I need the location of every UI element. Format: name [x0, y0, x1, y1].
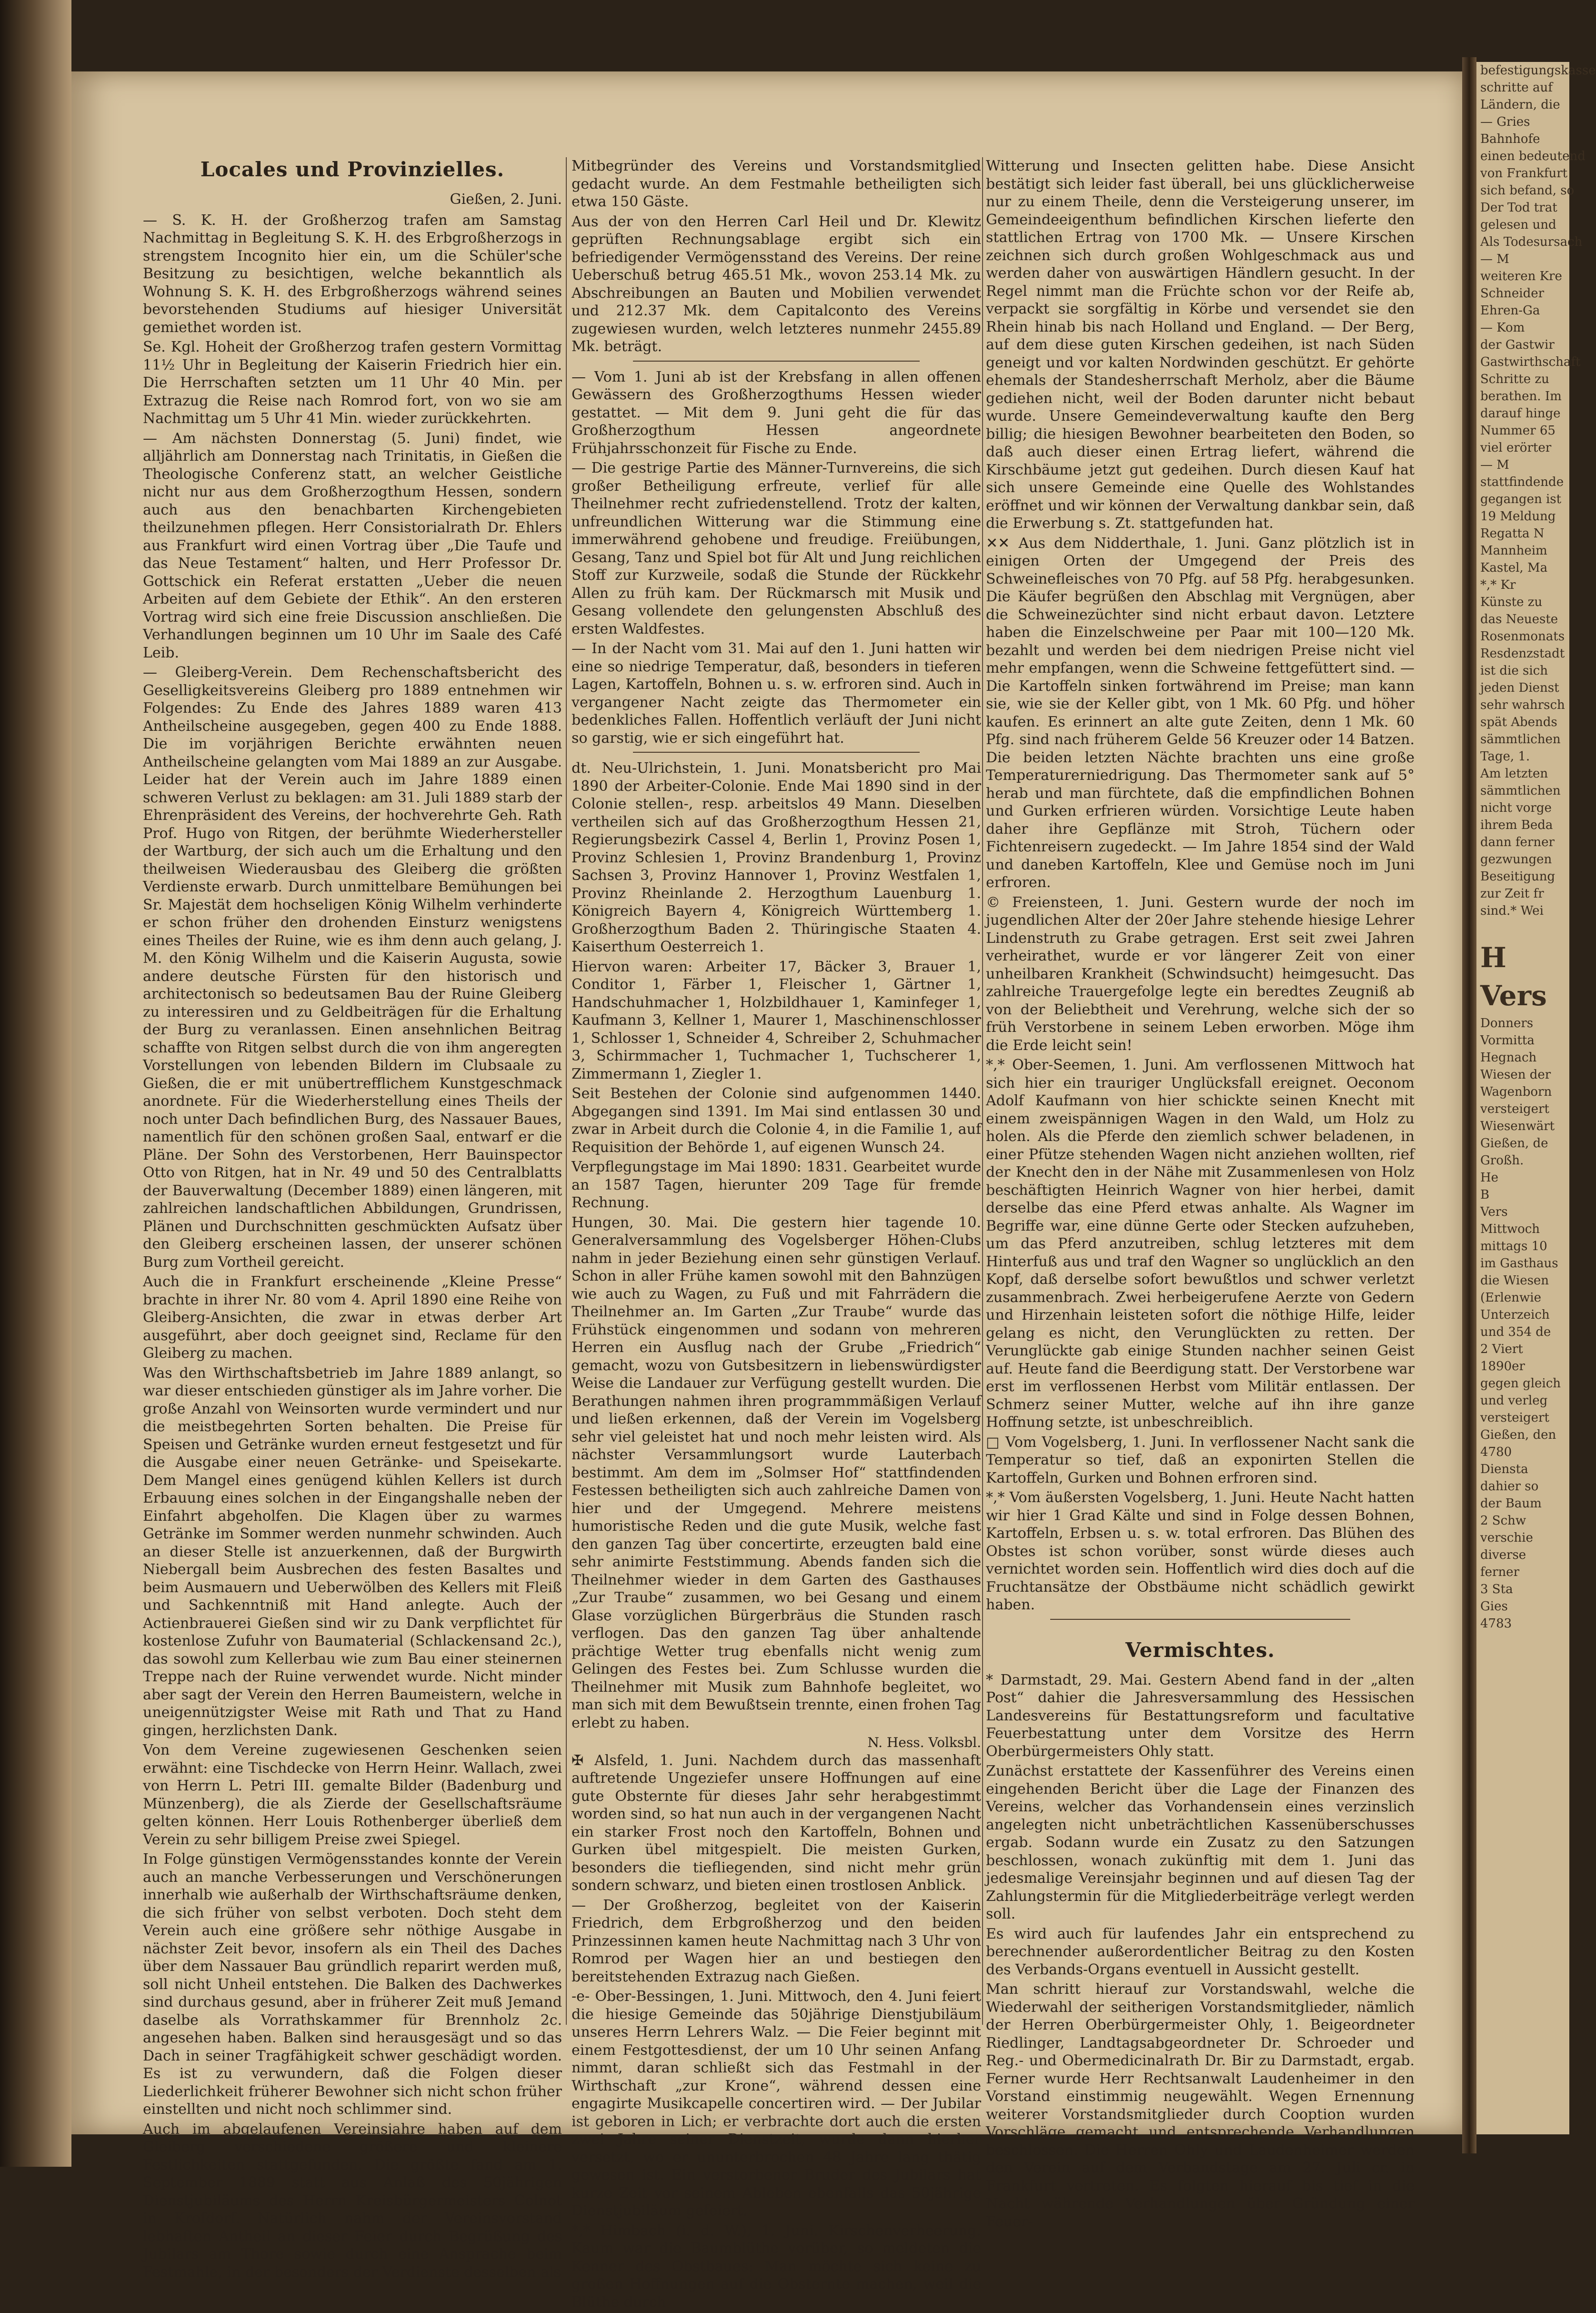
adjacent-page-line: He: [1480, 1171, 1499, 1185]
adjacent-page-line: der Baum: [1480, 1496, 1542, 1511]
adjacent-page-line: Beseitigung: [1480, 869, 1556, 884]
adjacent-page-line: Als Todesursach: [1480, 235, 1583, 249]
adjacent-page-line: versteigert: [1480, 1411, 1549, 1425]
adjacent-page-line: Bahnhofe: [1480, 132, 1540, 146]
adjacent-page-line: gegangen ist: [1480, 492, 1562, 506]
adjacent-page-fragment: [1476, 62, 1596, 2134]
article-paragraph: — Der Großherzog, begleitet von der Kaiserin Friedrich, dem Erbgroßherzog und den beiden Prinzessinnen kamen heute Nachmittag nach 3 Uhr von Romrod per Wagen hier an und bestiegen den bereitstehenden Extrazug nach Gießen.: [572, 1897, 981, 1985]
adjacent-page-line: Unterzeich: [1480, 1308, 1550, 1322]
adjacent-page-line: viel erörter: [1480, 441, 1552, 455]
adjacent-page-line: das Neueste: [1480, 612, 1558, 626]
adjacent-page-line: und 354 de: [1480, 1325, 1551, 1339]
adjacent-page-line: Schneider: [1480, 286, 1545, 301]
adjacent-page-line: sehr wahrsch: [1480, 698, 1565, 712]
adjacent-page-line: stattfindende: [1480, 475, 1564, 489]
adjacent-page-line: nicht vorge: [1480, 801, 1552, 815]
adjacent-page-line: ihrem Beda: [1480, 818, 1553, 832]
article-paragraph: -e- Ober-Bessingen, 1. Juni. Mittwoch, den 4. Juni feiert die hiesige Gemeinde das 50jährige Dienstjubiläum unseres Herrn Lehrers Walz. — Die Feier beginnt mit einem Festgottesdienst, der um 10 Uhr seinen Anfang nimmt, daran schließt sich das Festmahl in der Wirthschaft „zur Krone“, während dessen eine engagirte Musikcapelle concertiren wird. — Der Jubilar ist geboren in Lich; er verbrachte dort auch die ersten zwei Jahre seiner Dienstzeit, wurde dann hierher versetzt, wo er ununterbrochen 48 Jahre lang thätig gewesen ist. Ein verstorbener Bruder des Jubilars hat kurze Zeit vor seinem Ableben ebenfalls das 50jährige Dienstjubiläum gefeiert.: [572, 1988, 981, 2219]
adjacent-page-line: 2 Viert: [1480, 1342, 1523, 1356]
adjacent-page-line: Vers: [1480, 1205, 1508, 1219]
adjacent-page-line: und verleg: [1480, 1394, 1548, 1408]
article-paragraph: Hiervon waren: Arbeiter 17, Bäcker 3, Brauer 1, Conditor 1, Färber 1, Fleischer 1, Gärtner 1, Handschuhmacher 1, Holzbildhauer 1, Kaminfeger 1, Kaufmann 3, Kellner 1, Maurer 1, Maschinenschlosser 1, Schlosser 1, Schneider 4, Schreiber 2, Schuhmacher 3, Schirmmacher 1, Tuchmacher 1, Tuchscherer 1, Zimmermann 1, Ziegler 1.: [572, 958, 981, 1082]
article-paragraph: Se. Kgl. Hoheit der Großherzog trafen gestern Vormittag 11½ Uhr in Begleitung der Kaiserin Friedrich hier ein. Die Herrschaften setzten um 11 Uhr 40 Min. per Extrazug die Reise nach Romrod fort, von wo sie am Nachmittag um 5 Uhr 41 Min. wieder zurückkehrten.: [143, 339, 562, 427]
adjacent-page-line: die Wiesen: [1480, 1273, 1549, 1288]
adjacent-page-line: von Frankfurt: [1480, 166, 1568, 181]
column-rule-2: [982, 157, 983, 2025]
adjacent-page-line: Am letzten: [1480, 767, 1548, 781]
article-paragraph: Aus der von den Herren Carl Heil und Dr. Klewitz geprüften Rechnungsablage ergibt sich ein befriedigender Vermögensstand des Vereins. Der reine Ueberschuß betrug 465.51 Mk., wovon 253.14 Mk. zu Abschreibungen an Bauten und Mobilien verwendet und 212.37 Mk. dem Capitalconto des Vereins zugewiesen wurden, welch letzteres nunmehr 2455.89 Mk. beträgt.: [572, 213, 981, 355]
article-paragraph: *,* Vom äußersten Vogelsberg, 1. Juni. Heute Nacht hatten wir hier 1 Grad Kälte und sind in Folge dessen Bohnen, Kartoffeln, Erbsen u. s. w. total erfroren. Das Blühen des Obstes ist schon vorüber, sonst würde dieses auch vernichtet worden sein. Hoffentlich wird dies doch auf die Fruchtansätze der Obstbäume nicht schädlich gewirkt haben.: [986, 1489, 1415, 1613]
divider: [633, 361, 920, 362]
adjacent-page-line: (Erlenwie: [1480, 1291, 1541, 1305]
adjacent-page-heading: Vers: [1480, 980, 1547, 1012]
column-rule-1: [566, 157, 567, 2025]
adjacent-page-line: sämmtlichen: [1480, 732, 1561, 747]
adjacent-page-line: Hegnach: [1480, 1050, 1537, 1065]
article-paragraph: ✠ Alsfeld, 1. Juni. Nachdem durch das massenhaft auftretende Ungeziefer unsere Hoffnungen auf eine gute Obsternte für dieses Jahr sehr herabgestimmt worden sind, so hat nun auch in der vergangenen Nacht ein starker Frost noch den Kartoffeln, Bohnen und Gurken übel mitgespielt. Die meisten Gurken, besonders die tiefliegenden, sind nicht mehr grün sondern schwarz, und bieten einen trostlosen Anblick.: [572, 1752, 981, 1894]
adjacent-page-line: 2 Schw: [1480, 1514, 1526, 1528]
adjacent-page-line: Rosenmonats: [1480, 629, 1565, 644]
adjacent-page-ad: [1476, 1015, 1569, 1169]
adjacent-page-line: befestigungskasse: [1480, 63, 1596, 78]
adjacent-page-line: jeden Dienst: [1480, 681, 1559, 695]
adjacent-page-line: Gießen, de: [1480, 1136, 1548, 1151]
section-title-vermischtes: Vermischtes.: [1125, 1638, 1275, 1662]
adjacent-page-line: zur Zeit fr: [1480, 887, 1544, 901]
column-2: [572, 157, 981, 2313]
adjacent-page-line: diverse: [1480, 1548, 1526, 1562]
article-paragraph: Mitbegründer des Vereins und Vorstandsmitglied gedacht wurde. An dem Festmahle betheiligten sich etwa 150 Gäste.: [572, 158, 981, 210]
article-paragraph: — Vom 1. Juni ab ist der Krebsfang in allen offenen Gewässern des Großherzogthums Hessen wieder gestattet. — Mit dem 9. Juni geht die für das Großherzogthum Hessen angeordnete Frühjahrsschonzeit für Fische zu Ende.: [572, 368, 981, 457]
adjacent-page-text-top: [1476, 62, 1596, 919]
article-paragraph: Es wird auch für laufendes Jahr ein entsprechend zu berechnender außerordentlicher Beitrag zu den Kosten des Verbands-Organs eventuell in Aussicht gestellt.: [986, 1925, 1415, 1978]
article-paragraph: © Freiensteen, 1. Juni. Gestern wurde der noch im jugendlichen Alter der 20er Jahre stehende hiesige Lehrer Lindenstruth zu Grabe getragen. Erst seit zwei Jahren verheirathet, wurde er vor längerer Zeit von einer unheilbaren Krankheit (Schwindsucht) heimgesucht. Das zahlreiche Trauergefolge legte ein beredtes Zeugniß ab von der Beliebtheit und Verehrung, welche sich der so früh Verstorbene in seinem Leben erworben. Möge ihm die Erde leicht sein!: [986, 894, 1415, 1054]
column-1: [143, 157, 562, 2283]
dateline: Gießen, 2. Juni.: [450, 191, 562, 208]
article-paragraph: Auch die in Frankfurt erscheinende „Kleine Presse“ brachte in ihrer Nr. 80 vom 4. April 1890 eine Reihe von Gleiberg-Ansichten, die zwar in etwas derber Art ausgeführt, aber doch geeignet sind, Reclame für den Gleiberg zu machen.: [143, 1273, 562, 1362]
adjacent-page-line: sämmtlichen: [1480, 784, 1561, 798]
source-credit: N. Hess. Volksbl.: [867, 1735, 981, 1750]
article-paragraph: Auch im abgelaufenen Vereinsjahre haben auf dem Gleiberg verschiedene größere und kleinere Festlichkeiten stattgefunden. Die größte fand am 1. September 1889 statt aus Anlaß des 50jährigen Dienstjubiläums des Herrn Kreisbürgermeisters Colnot in Krofdorf. Natürlich nahm der Vereinsvorstand lebhaften Antheil an dieser Feier durch Begrüßung des Jubilars am Thore sowie durch eine Ansprache beim Festmahle, in der besonders der Verdienste desselben als: [143, 2121, 562, 2281]
section-title-locales: Locales und Provinzielles.: [200, 158, 505, 181]
column-3: [986, 157, 1415, 2232]
adjacent-page-line: 3 Sta: [1480, 1582, 1513, 1596]
adjacent-page-line: sich befand, so: [1480, 183, 1575, 198]
adjacent-page-line: B: [1480, 1188, 1490, 1202]
article-paragraph: — Gleiberg-Verein. Dem Rechenschaftsbericht des Geselligkeitsvereins Gleiberg pro 1889 entnehmen wir Folgendes: Zu Ende des Jahres 1889 waren 413 Antheilscheine ausgegeben, gegen 400 zu Ende 1888. Die im vorjährigen Berichte erwähnten neuen Antheilscheine gelangten vom Mai 1889 an zur Ausgabe. Leider hat der Verein auch im Jahre 1889 einen schweren Verlust zu beklagen: am 31. Juli 1889 starb der Ehrenpräsident des Vereins, der hochverehrte Geh. Rath Prof. Hugo von Ritgen, der berühmte Wiederhersteller der Wartburg, der sich auch um die Erhaltung und den theilweisen Wiederausbau des Gleiberg die größten Verdienste erwarb. Durch unmittelbare Bemühungen bei Sr. Majestät dem hochseligen König Wilhelm verhinderte er schon früher den drohenden Einsturz wenigstens eines Theiles der Ruine, wie es ihm denn auch gelang, J. M. den König Wilhelm und die Kaiserin Augusta, sowie andere deutsche Fürsten für den historisch und architectonisch so bedeutsamen Bau der Ruine Gleiberg zu interessiren und zu Geldbeiträgen für die Erhaltung der Burg zu veranlassen. Einen ansehnlichen Beitrag schaffte von Ritgen selbst durch die von ihm angeregten Vorstellungen von lebenden Bildern im Clubsaale zu Gießen, die er mit unübertrefflichem Kunstgeschmack anordnete. Für die Wiederherstellung eines Theils der noch unter Dach befindlichen Burg, des Nassauer Baues, namentlich für den schönen großen Saal, entwarf er die Pläne. Der Sohn des Verstorbenen, Herr Bauinspector Otto von Ritgen, hat in Nr. 49 und 50 des Centralblatts der Bauverwaltung (December 1889) einen längeren, mit zahlreichen landschaftlichen Abbildungen, Grundrissen, Plänen und Durchschnitten geschmückten Aufsatz über den Gleiberg erscheinen lassen, der unserer schönen Burg zum Vortheil gereicht.: [143, 664, 562, 1271]
adjacent-page-line: spät Abends: [1480, 715, 1557, 729]
adjacent-page-line: 4780: [1480, 1445, 1512, 1459]
adjacent-page-line: — M: [1480, 458, 1509, 472]
adjacent-page-line: Mannheim: [1480, 544, 1547, 558]
article-paragraph: ✕✕ Aus dem Nidderthale, 1. Juni. Ganz plötzlich ist in einigen Orten der Umgegend der Preis des Schweinefleisches von 70 Pfg. auf 58 Pfg. herabgesunken. Die Käufer begrüßen den Abschlag mit Vergnügen, aber die Schweinezüchter sind nicht erbaut davon. Letztere haben die Einzelschweine per Paar mit 100—120 Mk. bezahlt und werden bei dem niedrigen Preise nicht viel mehr empfangen, wenn die Schweine fettgefüttert sind. — Die Kartoffeln sinken fortwährend im Preise; man kann sie, wie sie der Keller gibt, von 1 Mk. 60 Pfg. und höher kaufen. Es erinnert an alte gute Zeiten, denn 1 Mk. 60 Pfg. sind nach früherem Gelde 56 Kreuzer oder 14 Batzen. Die beiden letzten Nächte brachten uns eine große Temperaturerniedrigung. Das Thermometer sank auf 5° herab und man fürchtete, daß die empfindlichen Bohnen und Gurken erfrieren würden. Vorsichtige Leute haben daher ihre Gepflänze mit Stroh, Tüchern oder Fichtenreisern zugedeckt. — Im Jahre 1854 sind der Wald und daneben Kartoffeln, Klee und Gemüse noch im Juni erfroren.: [986, 535, 1415, 891]
adjacent-page-line: weiteren Kre: [1480, 269, 1562, 283]
adjacent-page-line: 1890er: [1480, 1359, 1525, 1374]
adjacent-page-line: mittags 10: [1480, 1239, 1547, 1253]
adjacent-page-line: Ehren-Ga: [1480, 303, 1540, 318]
article-paragraph: In Folge günstigen Vermögensstandes konnte der Verein auch an manche Verbesserungen und Verschönerungen innerhalb wie außerhalb der Wirthschaftsräume denken, die sich früher von selbst verboten. Doch steht dem Verein auch eine größere sehr nöthige Ausgabe in nächster Zeit bevor, insofern als ein Theil des Daches über dem Nassauer Bau gründlich reparirt werden muß, soll nicht Unheil entstehen. Die Balken des Dachwerkes sind durchaus gesund, aber in früherer Zeit muß Jemand daselbe als Vorrathskammer für Brennholz 2c. angesehen haben. Balken sind herausgesägt und so das Dach in seiner Tragfähigkeit schwer geschädigt worden. Es ist zu verwundern, daß die Folgen dieser Liederlichkeit früherer Bewohner sich nicht schon früher einstellten und nicht noch schlimmer sind.: [143, 1851, 562, 2118]
adjacent-page-line: Donners: [1480, 1016, 1534, 1030]
adjacent-page-line: — Kom: [1480, 321, 1525, 335]
article-paragraph: — Die gestrige Partie des Männer-Turnvereins, die sich großer Betheiligung erfreute, verlief für alle Theilnehmer recht zufriedenstellend. Trotz der kalten, unfreundlichen Witterung war die Stimmung eine immerwährend gehobene und freudige. Freiübungen, Gesang, Tanz und Spiel bot für Alt und Jung reichlichen Stoff zur Kurzweile, sodaß die Stunde der Rückkehr Allen zu früh kam. Der Rückmarsch mit Musik und Gesang vollendete den gelungensten Abschluß des ersten Waldfestes.: [572, 460, 981, 637]
adjacent-page-line: Schritte zu: [1480, 372, 1549, 386]
adjacent-page-line: dahier so: [1480, 1479, 1539, 1494]
book-gutter: [1462, 57, 1476, 2153]
adjacent-page-line: ist die sich: [1480, 664, 1548, 678]
adjacent-page-line: Vormitta: [1480, 1033, 1535, 1048]
adjacent-page-line: darauf hinge: [1480, 406, 1561, 421]
adjacent-page-line: Der Tod trat: [1480, 201, 1557, 215]
adjacent-page-line: Ländern, die: [1480, 98, 1560, 112]
article-paragraph: — Am nächsten Donnerstag (5. Juni) findet, wie alljährlich am Donnerstag nach Trinitatis, in Gießen die Theologische Conferenz statt, an welcher Geistliche nicht nur aus dem Großherzogthum Hessen, sondern auch aus den benachbarten Kirchengebieten theilzunehmen pflegen. Herr Consistorialrath Dr. Ehlers aus Frankfurt wird einen Vortrag über „Die Taufe und das Neue Testament“ halten, und Herr Professor Dr. Gottschick ein Referat erstatten „Ueber die neuen Arbeiten auf dem Gebiete der Ethik“. An den ersteren Vortrag wird sich eine freie Discussion anschließen. Die Verhandlungen beginnen um 10 Uhr im Saale des Café Leib.: [143, 430, 562, 661]
adjacent-page-line: Gießen, den: [1480, 1428, 1556, 1442]
adjacent-page-line: gegen gleich: [1480, 1376, 1561, 1391]
adjacent-page-line: Nummer 65: [1480, 424, 1556, 438]
adjacent-page-line: — M: [1480, 252, 1509, 266]
adjacent-page-line: Gies: [1480, 1599, 1508, 1614]
adjacent-page-line: Resdenzstadt: [1480, 646, 1565, 661]
adjacent-page-line: *,* Kr: [1480, 578, 1516, 592]
adjacent-page-line: Diensta: [1480, 1462, 1528, 1476]
adjacent-page-line: Mittwoch: [1480, 1222, 1540, 1236]
divider: [1050, 1619, 1350, 1620]
adjacent-page-line: schritte auf: [1480, 81, 1553, 95]
article-paragraph: □ Vom Vogelsberg, 1. Juni. In verflossener Nacht sank die Temperatur so tief, daß an exponirten Stellen die Kartoffeln, Gurken und Bohnen erfroren sind.: [986, 1434, 1415, 1486]
adjacent-page-line: einen bedeutend: [1480, 149, 1586, 163]
adjacent-page-line: Großh.: [1480, 1153, 1524, 1168]
article-paragraph: dt. Neu-Ulrichstein, 1. Juni. Monatsbericht pro Mai 1890 der Arbeiter-Colonie. Ende Mai 1890 sind in der Colonie stellen-, resp. arbeitslos 49 Mann. Dieselben vertheilen sich auf das Großherzogthum Hessen 21, Regierungsbezirk Cassel 4, Berlin 1, Provinz Posen 1, Provinz Schlesien 1, Provinz Brandenburg 1, Provinz Sachsen 3, Provinz Hannover 1, Provinz Westfalen 1, Provinz Rheinlande 2. Herzogthum Lauenburg 1. Königreich Bayern 4, Königreich Württemberg 1. Großherzogthum Baden 2. Thüringische Staaten 4. Kaiserthum Oesterreich 1.: [572, 760, 981, 955]
adjacent-page-line: gezwungen: [1480, 852, 1552, 867]
adjacent-page-line: 19 Meldung: [1480, 509, 1556, 524]
adjacent-page-line: Wiesen der: [1480, 1068, 1551, 1082]
adjacent-page-line: berathen. Im: [1480, 389, 1562, 404]
article-paragraph: Man schritt hierauf zur Vorstandswahl, welche die Wiederwahl der seitherigen Vorstandsmitglieder, nämlich der Herren Oberbürgermeister Ohly, 1. Beigeordneter Riedlinger, Landtagsabgeordneter Dr. Schroeder und Reg.- und Obermedicinalrath Dr. Bir zu Darmstadt, ergab. Ferner wurde Herr Rechtsanwalt Laudenheimer in den Vorstand einstimmig neugewählt. Wegen Ernennung weiterer Vorstandsmitglieder durch Cooption wurden Vorschläge gemacht und entsprechende Verhandlungen beschlossen. Die Herren Ohly und Laudenheimer werden den Verein auf dem Verbandstage am 27. Juli cr. in Frankfurt vertreten. Es folgten hierauf bis tief in die Nacht währende Verhandlungen über Gründung einer Feuer-: [986, 1981, 1415, 2230]
adjacent-page-text-lower: [1476, 1169, 1569, 1632]
divider: [633, 752, 920, 753]
adjacent-page-line: Wagenborn: [1480, 1085, 1552, 1099]
adjacent-page-line: Künste zu: [1480, 595, 1543, 609]
article-paragraph: * Darmstadt, 29. Mai. Gestern Abend fand in der „alten Post“ dahier die Jahresversammlung des Hessischen Landesvereins für Bestattungsreform und facultative Feuerbestattung unter dem Vorsitze des Herrn Oberbürgermeisters Ohly statt.: [986, 1671, 1415, 1760]
article-paragraph: — In der Nacht vom 31. Mai auf den 1. Juni hatten wir eine so niedrige Temperatur, daß, besonders in tieferen Lagen, Kartoffeln, Bohnen u. s. w. erfroren sind. Auch in vergangener Nacht zeigte das Thermometer ein bedenkliches Fallen. Hoffentlich verläuft der Juni nicht so garstig, wie er sich eingeführt hat.: [572, 640, 981, 747]
article-paragraph: *,* Ober-Seemen, 1. Juni. Am verflossenen Mittwoch hat sich hier ein trauriger Unglücksfall ereignet. Oeconom Adolf Kaufmann von hier schickte seinen Knecht mit einem zweispännigen Wagen in den Wald, um Holz zu holen. Als die Pferde den ziemlich schwer beladenen, in einer Pfütze stehenden Wagen nicht anziehen wollten, rief der Knecht den in der Nähe mit Zusammenlesen von Holz beschäftigten Heinrich Wagner von hier herbei, damit derselbe das eine Pferd etwas anhalte. Als Wagner im Begriffe war, eine dünne Gerte oder Stecken aufzuheben, um das Pferd anzutreiben, schlug letzteres mit dem Hinterfuß aus und traf den Wagner so unglücklich an den Kopf, daß derselbe sofort bewußtlos und schwer verletzt zusammenbrach. Zwei herbeigerufene Aerzte von Gedern und Hirzenhain leisteten sofort die nöthige Hilfe, leider gelang es nicht, den Verunglückten zu retten. Der Verunglückte gab einige Stunden nachher seinen Geist auf. Heute fand die Beerdigung statt. Der Verstorbene war erst im verflossenen Herbst vom Militär entlassen. Der Schmerz seiner Mutter, welche auf ihn ihre ganze Hoffnung setzte, ist unbeschreiblich.: [986, 1057, 1415, 1431]
adjacent-page-line: Gastwirthschaft: [1480, 355, 1581, 369]
article-paragraph: — S. K. H. der Großherzog trafen am Samstag Nachmittag in Begleitung S. K. H. des Erbgroßherzogs in strengstem Incognito hier ein, um die Schüler'sche Besitzung zu besichtigen, welche bekanntlich als Wohnung S. K. H. des Erbgroßherzogs während seines bevorstehenden Studiums auf hiesiger Universität gemiethet worden ist.: [143, 212, 562, 336]
adjacent-page-line: 4783: [1480, 1616, 1512, 1631]
adjacent-page-line: Kastel, Ma: [1480, 561, 1548, 575]
article-paragraph: Was den Wirthschaftsbetrieb im Jahre 1889 anlangt, so war dieser entschieden günstiger als im Jahre vorher. Die große Anzahl von Weinsorten wurde vermindert und nur die meistbegehrten Sorten behalten. Die Preise für Speisen und Getränke wurden erneut festgesetzt und für die Ausgabe einer neuen Getränke- und Speisekarte. Dem Mangel eines genügend kühlen Kellers ist durch Erbauung eines solchen in der Eingangshalle neben der Einfahrt abgeholfen. Die Klagen über zu warmes Getränke im Sommer werden nunmehr schwinden. Auch an dieser Stelle ist anzuerkennen, daß der Burgwirth Niebergall beim Ausbrechen des festen Basaltes und beim Ausmauern und Ueberwölben des Kellers mit Fleiß und Sachkenntniß mit Hand anlegte. Auch der Actienbrauerei Gießen sind wir zu Dank verpflichtet für kostenlose Zufuhr von Baumaterial (Schlackensand 2c.), das sowohl zum Kellerbau wie zum Bau einer steinernen Treppe nach der Ruine verwendet wurde. Nicht minder aber sagt der Verein den Herren Baumeistern, welche in uneigennützigster Weise mit Rath und That zu Hand gingen, herzlichsten Dank.: [143, 1364, 562, 1739]
article-paragraph: Von dem Vereine zugewiesenen Geschenken seien erwähnt: eine Tischdecke von Herrn Heinr. Wallach, zwei von Herrn L. Petri III. gemalte Bilder (Badenburg und Münzenberg), die als Zierde der Gesellschaftsräume gelten können. Herr Louis Rothenberger überließ dem Verein zu sehr billigem Preise zwei Spiegel.: [143, 1742, 562, 1848]
adjacent-page-line: sind.* Wei: [1480, 904, 1544, 918]
adjacent-page-line: Regatta N: [1480, 526, 1545, 541]
adjacent-page-line: im Gasthaus: [1480, 1256, 1558, 1271]
adjacent-page-line: ferner: [1480, 1565, 1519, 1579]
adjacent-page-line: — Gries: [1480, 115, 1530, 129]
adjacent-page-line: versteigert: [1480, 1102, 1549, 1116]
article-paragraph: Seit Bestehen der Colonie sind aufgenommen 1440. Abgegangen sind 1391. Im Mai sind entlassen 30 und zwar in Arbeit durch die Colonie 4, in die Familie 1, auf Requisition der Behörde 1, auf eigenen Wunsch 24.: [572, 1085, 981, 1156]
adjacent-page-heading: H: [1480, 941, 1506, 974]
article-paragraph: Hungen, 30. Mai. Die gestern hier tagende 10. Generalversammlung des Vogelsberger Höhen-Clubs nahm in jeder Beziehung einen sehr günstigen Verlauf. Schon in aller Frühe kamen sowohl mit den Bahnzügen wie auch zu Wagen, zu Fuß und mit Fahrrädern die Theilnehmer an. Im Garten „Zur Traube“ wurde das Frühstück eingenommen und sodann von mehreren Herren ein Ausflug nach der Grube „Friedrich“ gemacht, wozu von Gutsbesitzern in liebenswürdigster Weise die Landauer zur Verfügung gestellt wurden. Die Berathungen nahmen ihren programmmäßigen Verlauf und ließen erkennen, daß der Verein im Vogelsberg sehr viel geleistet hat und noch mehr leisten wird. Als nächster Versammlungsort wurde Lauterbach bestimmt. Am dem im „Solmser Hof“ stattfindenden Festessen betheiligten sich auch zahlreiche Damen von hier und der Umgegend. Mehrere meistens humoristische Reden und die gute Musik, welche fast den ganzen Tag über concertirte, erzeugten bald eine sehr animirte Feststimmung. Abends fanden sich die Theilnehmer wieder in dem Garten des Gasthauses „Zur Traube“ zusammen, wo bei Gesang und einem Glase vorzüglichen Bürgerbräus die Stunden rasch verflogen. Das den ganzen Tag über anhaltende prächtige Wetter trug ebenfalls nicht wenig zum Gelingen des Festes bei. Zum Schlusse wurden die Theilnehmer mit Musik zum Bahnhofe begleitet, wo man sich mit dem Bewußtsein trennte, einen frohen Tag erlebt zu haben.: [572, 1214, 981, 1731]
adjacent-page-line: gelesen und: [1480, 218, 1556, 232]
article-paragraph: Zunächst erstattete der Kassenführer des Vereins einen eingehenden Bericht über die Lage der Finanzen des Vereins, welcher das Vorhandensein eines verzinslich angelegten nicht unbeträchtlichen Kassenüberschusses ergab. Sodann wurde ein Zusatz zu den Satzungen beschlossen, wonach zukünftig mit dem 1. Juni das jedesmalige Vereinsjahr beginnen und auf diesen Tag der Zahlungstermin für die Mitgliederbeiträge verlegt werden soll.: [986, 1763, 1415, 1922]
article-paragraph: Witterung und Insecten gelitten habe. Diese Ansicht bestätigt sich leider fast überall, bei uns glücklicherweise nur zu einem Theile, denn die Versteigerung unserer, im Gemeindeeigenthum befindlichen Kirschen lieferte den stattlichen Ertrag von 1700 Mk. — Unsere Kirschen zeichnen sich durch großen Wohlgeschmack aus und werden daher von auswärtigen Händlern gesucht. In der Regel nimmt man die Früchte schon vor der Reife ab, verpackt sie sorgfältig in Körbe und versendet sie den Rhein hinab bis nach Holland und England. — Der Berg, auf dem diese guten Kirschen gedeihen, ist nach Süden geneigt und vor kalten Nordwinden geschützt. Er gehörte ehemals der Standesherrschaft Merholz, aber die Bäume gediehen nicht, weil der Boden darunter nicht bebaut wurde. Unsere Gemeindeverwaltung kaufte den Berg billig; die hiesigen Bewohner bearbeiteten den Boden, so daß auch dieser einen Ertrag liefert, während die Kirschbäume jetzt gut gedeihen. Durch diesen Kauf hat sich unsere Gemeinde eine Quelle des Wohlstandes eröffnet und wir können der Verwaltung dankbar sein, daß die Erwerbung s. Zt. stattgefunden hat.: [986, 158, 1415, 532]
adjacent-page-line: der Gastwir: [1480, 338, 1555, 352]
adjacent-page-line: dann ferner: [1480, 835, 1555, 849]
adjacent-page-line: Wiesenwärt: [1480, 1119, 1555, 1133]
book-binding-edge: [0, 0, 71, 2167]
adjacent-page-line: Tage, 1.: [1480, 749, 1530, 764]
article-paragraph: *,* Himbach (i. d. W.), 1. Juni. Kirschenverheerung. Kaum war die Baumblüthe vorüber, so meldeten die Kenner des Obstbaues: Man möchte sich keine zu großen Hoffnungen auf die Obsternte machen, weil die Blüthe durch: [572, 2222, 981, 2311]
adjacent-page-line: verschie: [1480, 1531, 1533, 1545]
article-paragraph: Verpflegungstage im Mai 1890: 1831. Gearbeitet wurde an 1587 Tagen, hierunter 209 Tage für fremde Rechnung.: [572, 1159, 981, 1211]
